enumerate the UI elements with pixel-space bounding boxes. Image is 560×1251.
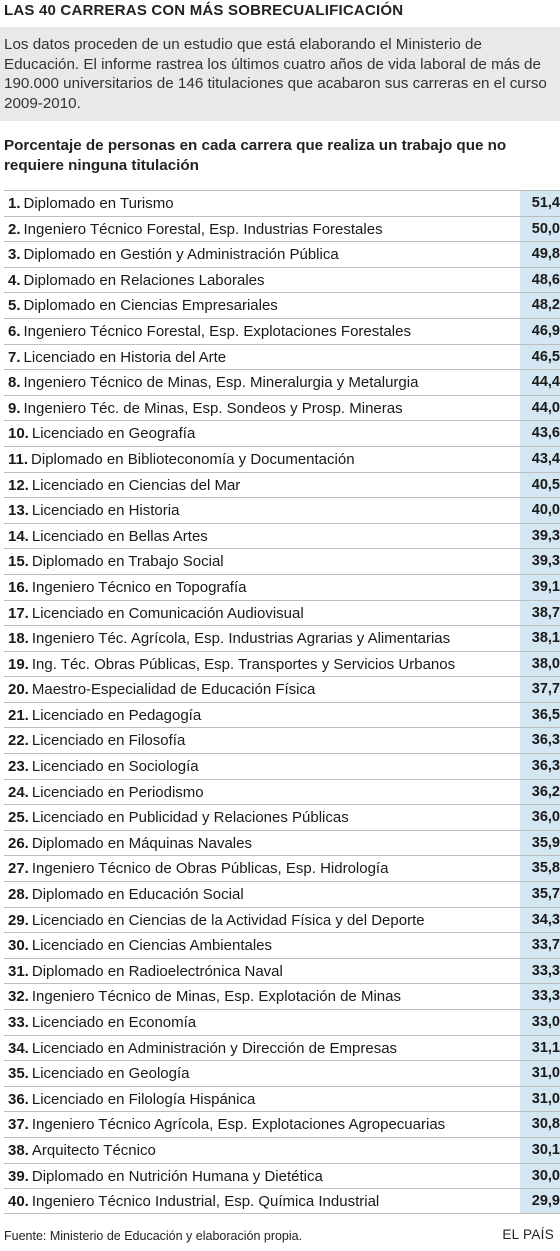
row-degree-name: Ingeniero Téc. Agrícola, Esp. Industrias Agrarias y Alimentarias (31, 630, 451, 648)
row-rank: 31. (8, 962, 29, 980)
row-percentage-value: 43,4 (520, 447, 560, 472)
row-percentage-value: 35,7 (520, 882, 560, 907)
row-degree-name: Licenciado en Historia (31, 502, 180, 520)
row-degree-name: Licenciado en Sociología (31, 758, 199, 776)
row-degree-name: Ing. Téc. Obras Públicas, Esp. Transportes y Servicios Urbanos (31, 655, 456, 673)
row-degree-name: Licenciado en Ciencias del Mar (31, 476, 241, 494)
ranking-table (4, 190, 560, 1214)
table-row (4, 881, 560, 907)
row-degree-name: Ingeniero Técnico de Obras Públicas, Esp. Hidrología (31, 860, 389, 878)
table-row (4, 1163, 560, 1189)
row-rank: 16. (8, 578, 29, 596)
row-rank: 14. (8, 527, 29, 545)
table-row (4, 1137, 560, 1163)
row-degree-name: Licenciado en Filosofía (31, 732, 186, 750)
row-percentage-value: 31,1 (520, 1036, 560, 1061)
row-degree-name: Ingeniero Técnico de Minas, Esp. Mineralurgia y Metalurgia (23, 374, 419, 392)
table-row (4, 216, 560, 242)
table-row (4, 548, 560, 574)
table-row (4, 497, 560, 523)
row-percentage-value: 35,8 (520, 856, 560, 881)
row-degree-name: Licenciado en Comunicación Audiovisual (31, 604, 304, 622)
table-row (4, 1060, 560, 1086)
row-degree-name: Licenciado en Economía (31, 1014, 197, 1031)
row-rank: 23. (8, 758, 29, 776)
table-row (4, 369, 560, 395)
row-degree-name: Licenciado en Ciencias de la Actividad Física y del Deporte (31, 911, 425, 929)
row-degree-name: Ingeniero Técnico Forestal, Esp. Industrias Forestales (23, 220, 383, 238)
table-row (4, 446, 560, 472)
row-percentage-value: 36,5 (520, 703, 560, 728)
row-rank: 1. (8, 195, 21, 212)
row-rank: 10. (8, 425, 29, 443)
row-percentage-value: 38,0 (520, 652, 560, 677)
row-percentage-value: 48,2 (520, 293, 560, 318)
row-degree-name: Diplomado en Turismo (23, 195, 174, 212)
table-row (4, 292, 560, 318)
row-rank: 17. (8, 604, 29, 622)
row-rank: 6. (8, 322, 21, 340)
row-degree-name: Diplomado en Máquinas Navales (31, 834, 252, 852)
row-rank: 4. (8, 271, 21, 289)
row-percentage-value: 48,6 (520, 268, 560, 293)
row-percentage-value: 44,0 (520, 396, 560, 421)
table-row (4, 318, 560, 344)
row-degree-name: Diplomado en Biblioteconomía y Documentación (31, 450, 355, 468)
row-rank: 26. (8, 834, 29, 852)
row-rank: 13. (8, 502, 29, 520)
row-degree-name: Diplomado en Nutrición Humana y Dietética (31, 1167, 323, 1185)
row-rank: 20. (8, 681, 29, 699)
row-degree-name: Diplomado en Trabajo Social (31, 553, 224, 571)
chart-subtitle: Porcentaje de personas en cada carrera que realiza un trabajo que no requiere ninguna titulación (4, 137, 507, 174)
row-rank: 33. (8, 1014, 29, 1031)
row-percentage-value: 30,8 (520, 1112, 560, 1137)
row-rank: 28. (8, 886, 29, 904)
table-row (4, 1009, 560, 1035)
row-degree-name: Licenciado en Geografía (31, 425, 196, 443)
row-rank: 34. (8, 1039, 29, 1057)
row-rank: 8. (8, 374, 21, 392)
row-degree-name: Licenciado en Filología Hispánica (31, 1090, 256, 1108)
row-degree-name: Ingeniero Téc. de Minas, Esp. Sondeos y Prosp. Mineras (23, 399, 403, 417)
table-row (4, 574, 560, 600)
row-rank: 40. (8, 1193, 29, 1211)
row-rank: 39. (8, 1167, 29, 1185)
row-rank: 11. (8, 450, 29, 468)
row-degree-name: Diplomado en Ciencias Empresariales (23, 297, 278, 315)
table-row (4, 907, 560, 933)
row-percentage-value: 46,9 (520, 319, 560, 344)
row-percentage-value: 39,3 (520, 524, 560, 549)
row-percentage-value: 36,2 (520, 780, 560, 805)
row-rank: 5. (8, 297, 21, 315)
row-degree-name: Ingeniero Técnico de Minas, Esp. Explotación de Minas (31, 988, 401, 1006)
row-rank: 12. (8, 476, 29, 494)
row-rank: 21. (8, 706, 29, 724)
row-percentage-value: 35,9 (520, 831, 560, 856)
row-rank: 36. (8, 1090, 29, 1108)
row-rank: 18. (8, 630, 29, 648)
row-rank: 32. (8, 988, 29, 1006)
row-percentage-value: 44,4 (520, 370, 560, 395)
row-rank: 35. (8, 1065, 29, 1083)
row-degree-name: Ingeniero Técnico en Topografía (31, 578, 247, 596)
chart-title: LAS 40 CARRERAS CON MÁS SOBRECUALIFICACIÓN (4, 2, 404, 19)
row-percentage-value: 30,1 (520, 1138, 560, 1163)
table-row (4, 855, 560, 881)
row-degree-name: Licenciado en Ciencias Ambientales (31, 937, 273, 955)
row-percentage-value: 36,3 (520, 754, 560, 779)
row-degree-name: Diplomado en Radioelectrónica Naval (31, 962, 283, 980)
row-percentage-value: 30,0 (520, 1164, 560, 1189)
row-percentage-value: 46,5 (520, 345, 560, 370)
table-row (4, 1111, 560, 1137)
row-percentage-value: 50,0 (520, 217, 560, 242)
row-percentage-value: 34,3 (520, 908, 560, 933)
row-percentage-value: 33,7 (520, 933, 560, 958)
row-rank: 15. (8, 553, 29, 571)
table-row (4, 727, 560, 753)
row-percentage-value: 31,0 (520, 1087, 560, 1112)
row-percentage-value: 37,7 (520, 677, 560, 702)
table-row (4, 1188, 560, 1214)
row-percentage-value: 51,4 (520, 191, 560, 216)
table-row (4, 676, 560, 702)
row-rank: 25. (8, 809, 29, 827)
row-percentage-value: 39,3 (520, 549, 560, 574)
table-row (4, 344, 560, 370)
table-row (4, 420, 560, 446)
row-rank: 2. (8, 220, 21, 238)
publisher-credit: EL PAÍS (502, 1227, 554, 1242)
table-row (4, 1086, 560, 1112)
table-row (4, 779, 560, 805)
row-rank: 38. (8, 1141, 29, 1159)
table-row (4, 625, 560, 651)
table-row (4, 753, 560, 779)
row-rank: 29. (8, 911, 29, 929)
row-rank: 9. (8, 399, 21, 417)
intro-text: Los datos proceden de un estudio que está elaborando el Ministerio de Educación. El informe rastrea los últimos cuatro años de vida laboral de más de 190.000 universitarios de 146 titulaciones que acabaron sus carreras en el curso 2009-2010. (4, 36, 547, 112)
row-percentage-value: 36,0 (520, 805, 560, 830)
row-rank: 19. (8, 655, 29, 673)
intro-box (0, 27, 560, 121)
row-degree-name: Licenciado en Periodismo (31, 783, 204, 801)
row-percentage-value: 33,3 (520, 984, 560, 1009)
row-degree-name: Arquitecto Técnico (31, 1141, 156, 1159)
row-degree-name: Diplomado en Relaciones Laborales (23, 271, 265, 289)
row-rank: 22. (8, 732, 29, 750)
row-percentage-value: 40,0 (520, 498, 560, 523)
row-degree-name: Licenciado en Pedagogía (31, 706, 202, 724)
row-degree-name: Licenciado en Publicidad y Relaciones Públicas (31, 809, 349, 827)
row-rank: 30. (8, 937, 29, 955)
row-percentage-value: 43,6 (520, 421, 560, 446)
table-row (4, 190, 560, 216)
table-row (4, 702, 560, 728)
row-percentage-value: 31,0 (520, 1061, 560, 1086)
table-row (4, 983, 560, 1009)
row-percentage-value: 38,7 (520, 601, 560, 626)
table-row (4, 958, 560, 984)
row-percentage-value: 38,1 (520, 626, 560, 651)
table-row (4, 830, 560, 856)
row-rank: 3. (8, 246, 21, 264)
row-degree-name: Ingeniero Técnico Forestal, Esp. Explotaciones Forestales (23, 322, 411, 340)
source-note: Fuente: Ministerio de Educación y elaboración propia. (4, 1229, 303, 1243)
row-percentage-value: 36,3 (520, 728, 560, 753)
table-row (4, 472, 560, 498)
table-row (4, 651, 560, 677)
row-percentage-value: 29,9 (520, 1189, 560, 1213)
row-percentage-value: 33,3 (520, 959, 560, 984)
row-degree-name: Licenciado en Bellas Artes (31, 527, 208, 545)
table-row (4, 395, 560, 421)
row-degree-name: Ingeniero Técnico Agrícola, Esp. Explotaciones Agropecuarias (31, 1116, 446, 1134)
row-degree-name: Maestro-Especialidad de Educación Física (31, 681, 316, 699)
table-row (4, 1035, 560, 1061)
row-degree-name: Ingeniero Técnico Industrial, Esp. Química Industrial (31, 1193, 380, 1211)
row-rank: 24. (8, 783, 29, 801)
row-rank: 7. (8, 348, 21, 366)
row-degree-name: Licenciado en Historia del Arte (23, 348, 227, 366)
row-degree-name: Diplomado en Gestión y Administración Pública (23, 246, 339, 264)
table-row (4, 804, 560, 830)
table-row (4, 932, 560, 958)
table-row (4, 241, 560, 267)
row-percentage-value: 33,0 (520, 1010, 560, 1035)
table-row (4, 523, 560, 549)
row-degree-name: Licenciado en Geología (31, 1065, 190, 1083)
row-percentage-value: 39,1 (520, 575, 560, 600)
table-row (4, 267, 560, 293)
row-rank: 37. (8, 1116, 29, 1134)
row-percentage-value: 40,5 (520, 473, 560, 498)
row-rank: 27. (8, 860, 29, 878)
row-percentage-value: 49,8 (520, 242, 560, 267)
row-degree-name: Diplomado en Educación Social (31, 886, 244, 904)
table-row (4, 600, 560, 626)
row-degree-name: Licenciado en Administración y Dirección de Empresas (31, 1039, 398, 1057)
